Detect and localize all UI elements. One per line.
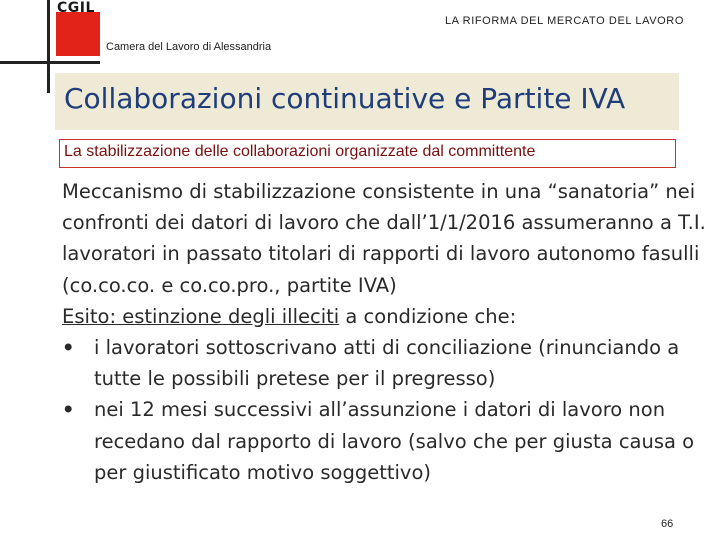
slide-title: Collaborazioni continuative e Partite IVA bbox=[64, 82, 626, 115]
page-number: 66 bbox=[661, 518, 674, 530]
outcome-rest: a condizione che: bbox=[339, 304, 517, 328]
section-header: LA RIFORMA DEL MERCATO DEL LAVORO bbox=[444, 15, 684, 27]
organization-name: Camera del Lavoro di Alessandria bbox=[106, 41, 272, 53]
list-item: • nei 12 mesi successivi all’assunzione i datori di lavoro non recedano dal rapporto di lavoro (salvo che per giusta causa o per giustificato motivo soggettivo) bbox=[62, 394, 712, 488]
list-item: • i lavoratori sottoscrivano atti di conciliazione (rinunciando a tutte le possibili pretese per il pregresso) bbox=[62, 332, 712, 394]
cgil-logo-text: CGIL bbox=[57, 0, 95, 16]
slide-subtitle: La stabilizzazione delle collaborazioni organizzate dal committente bbox=[64, 143, 536, 160]
cgil-logo-mark bbox=[56, 12, 100, 56]
body-paragraph: Meccanismo di stabilizzazione consistente in una “sanatoria” nei confronti dei datori di lavoro che dall’1/1/2016 assumeranno a T.I. lavoratori in passato titolari di rapporti di lavoro autonomo fasulli (co.co.co. e co.co.pro., partite IVA) bbox=[62, 180, 706, 297]
vertical-rule bbox=[47, 0, 50, 93]
horizontal-rule bbox=[0, 61, 100, 64]
conditions-list bbox=[62, 332, 712, 488]
slide-body bbox=[62, 176, 712, 488]
outcome-line bbox=[62, 301, 712, 332]
outcome-label: Esito: estinzione degli illeciti bbox=[62, 304, 340, 328]
